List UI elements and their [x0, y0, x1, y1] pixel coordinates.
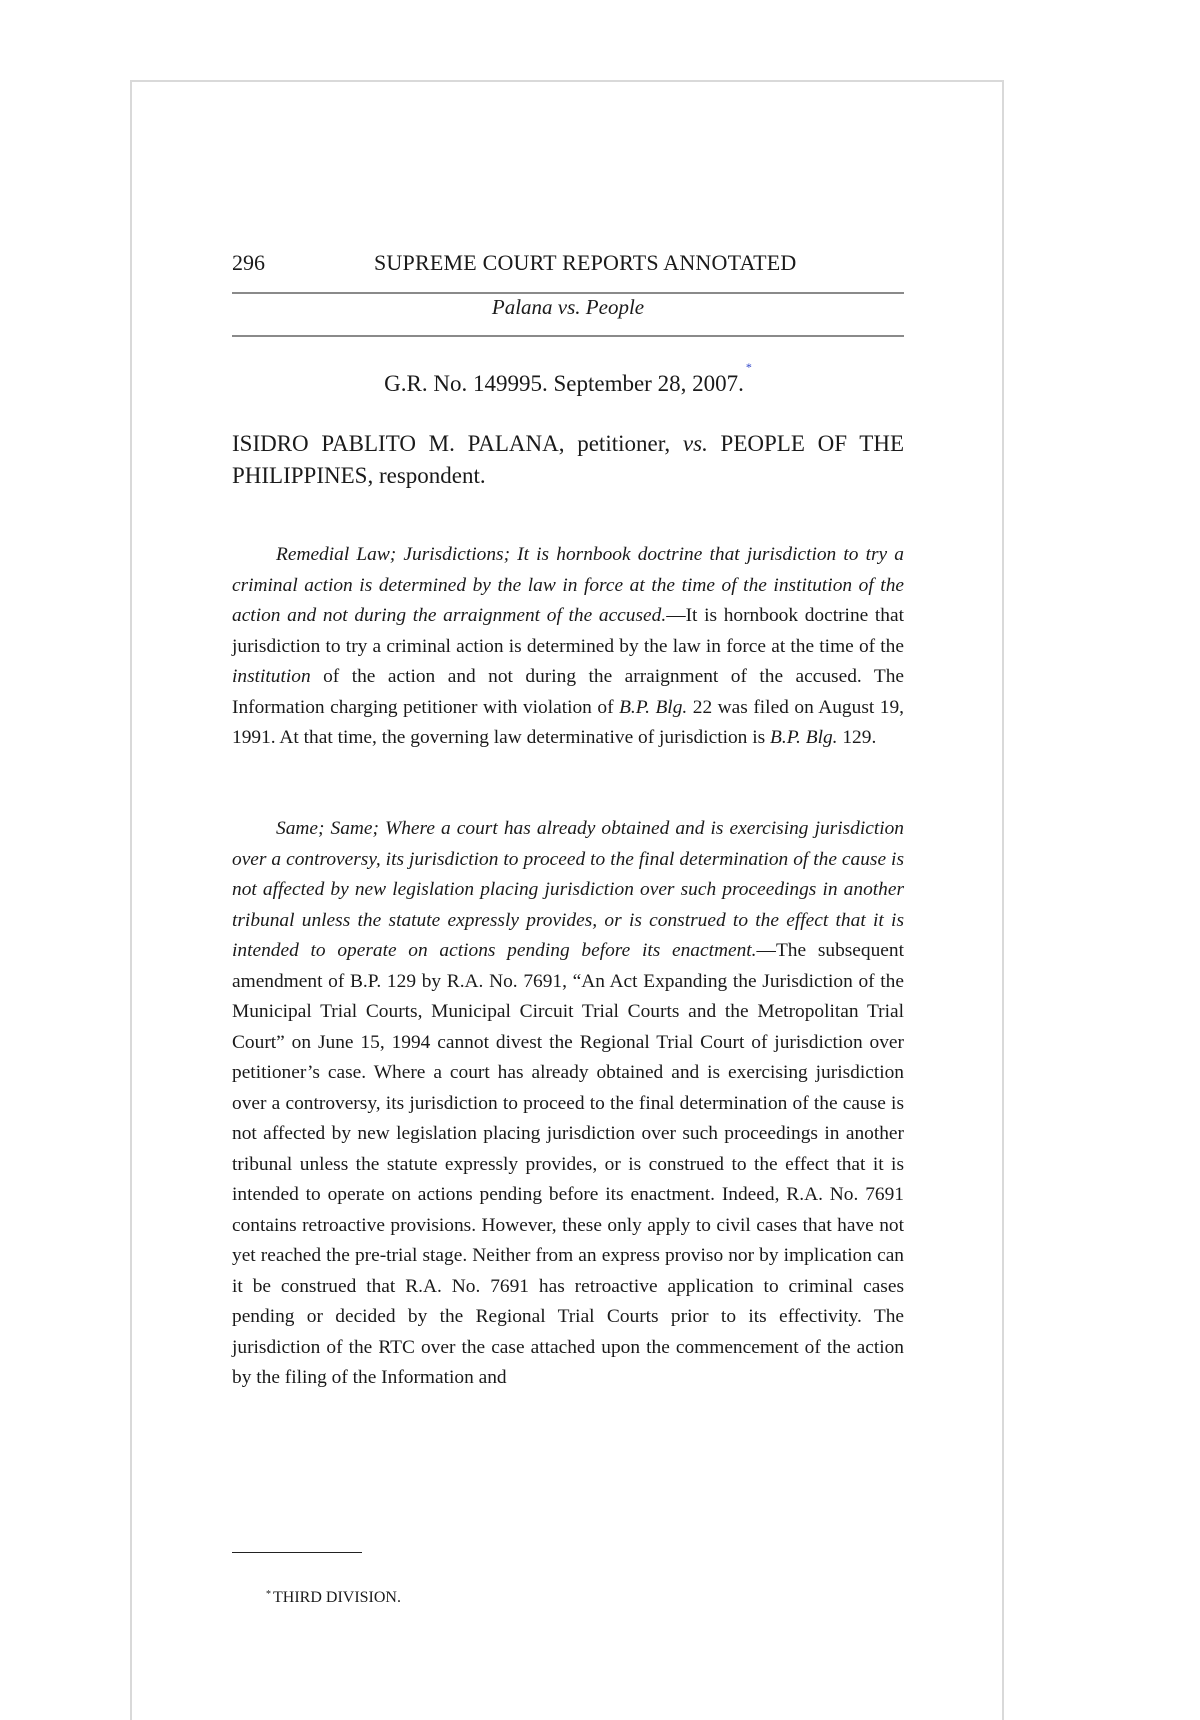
- headnote-2: Same; Same; Where a court has already obtained and is exercising jurisdiction over a controversy, its jurisdiction to proceed to the final determination of the cause is not affected by new legislation placing jurisdiction over such proceedings in another tribunal unless the statute expressly provides, or is construed to the effect that it is intended to operate on actions pending before its enactment.: [232, 818, 904, 961]
- syllabus-body-1a: It is hornbook doctrine that jurisdiction to try a criminal action is determined by the law in force at the time of the: [232, 605, 904, 657]
- syllabus-body-2: The subsequent amendment of B.P. 129 by R.A. No. 7691, “An Act Expanding the Jurisdiction of the Municipal Trial Courts, Municipal Circuit Trial Courts and the Metropolitan Trial Court” on June 15, 1994 cannot divest the Regional Trial Court of jurisdiction over petitioner’s case. Where a court has already obtained and is exercising jurisdiction over a controversy, its jurisdiction to proceed to the final determination of the cause is not affected by new legislation placing jurisdiction over such proceedings in another tribunal unless the statute expressly provides, or is construed to the effect that it is intended to operate on actions pending before its enactment. Indeed, R.A. No. 7691 contains retroactive provisions. However, these only apply to civil cases that have not yet reached the pre-trial stage. Neither from an express proviso nor by implication can it be construed that R.A. No. 7691 has retroactive application to criminal cases pending or decided by the Regional Trial Courts prior to its effectivity. The jurisdiction of the RTC over the case attached upon the commencement of the action by the filing of the Information and: [232, 940, 904, 1388]
- header-rule-bottom: [232, 335, 904, 337]
- syllabus-body-1b: of the action and not during the arraignment of the accused. The Information charging petitioner with violation of: [232, 666, 904, 718]
- syllabus-paragraph-1: [232, 540, 904, 754]
- footnote-rule: [232, 1552, 362, 1553]
- petitioner: ISIDRO PABLITO M. PALANA, petitioner,: [232, 431, 671, 456]
- footnote: [266, 1589, 401, 1607]
- syllabus-body-1c: 22 was filed on August 19, 1991. At that time, the governing law determinative of jurisdiction is: [232, 696, 904, 748]
- running-head: [232, 250, 904, 284]
- gr-number-text: G.R. No. 149995. September 28, 2007.: [384, 371, 744, 396]
- gr-number-line: [232, 360, 904, 397]
- versus: vs.: [682, 431, 708, 456]
- journal-title: SUPREME COURT REPORTS ANNOTATED: [374, 250, 797, 275]
- syllabus-emphasis-3: B.P. Blg.: [770, 727, 838, 748]
- footnote-marker: *: [266, 1589, 271, 1600]
- case-parties: [232, 428, 904, 492]
- page-number: 296: [232, 250, 265, 275]
- header-rule-top: [232, 292, 904, 294]
- footnote-reference[interactable]: *: [745, 360, 752, 374]
- footnote-text: THIRD DIVISION.: [273, 1589, 401, 1606]
- headnote-dash-1: —: [666, 605, 686, 626]
- syllabus-emphasis-1: institution: [232, 666, 311, 687]
- syllabus-emphasis-2: B.P. Blg.: [619, 696, 688, 718]
- headnote-1: Remedial Law; Jurisdictions; It is hornbook doctrine that jurisdiction to try a criminal action is determined by the law in force at the time of the institution of the action and not during the arraignment of the accused.: [232, 544, 904, 626]
- respondent: PEOPLE OF THE PHILIPPINES, respondent.: [232, 431, 905, 488]
- syllabus-paragraph-2: [232, 814, 904, 1394]
- case-short-title: Palana vs. People: [491, 295, 645, 319]
- headnote-dash-2: —: [756, 940, 776, 961]
- syllabus-body-1d: 129.: [837, 727, 877, 748]
